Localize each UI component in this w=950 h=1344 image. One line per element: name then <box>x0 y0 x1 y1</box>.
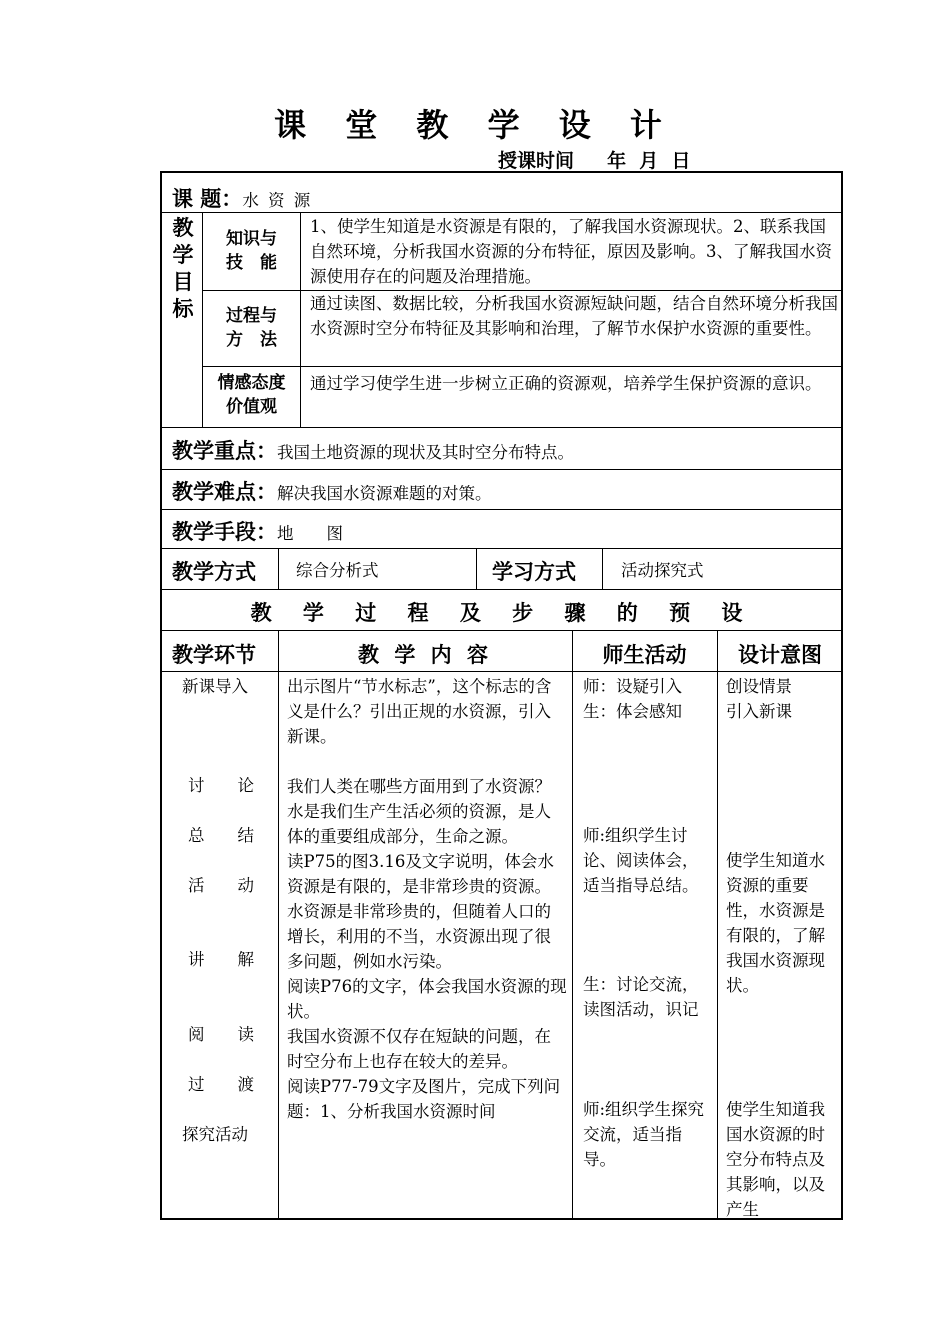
stage-activity: 活 动 <box>188 876 254 895</box>
content-paragraph: 出示图片“节水标志”，这个标志的含义是什么？引出正规的水资源，引入新课。 <box>287 677 552 746</box>
content-paragraph: 水资源是非常珍贵的，但随着人口的增长，利用的不当，水资源出现了很多问题，例如水污染。 <box>287 902 551 971</box>
topic-label: 课 题： <box>172 187 243 211</box>
lesson-plan-table <box>160 171 843 1220</box>
content-paragraph: 我国水资源不仅存在短缺的问题，在时空分布上也存在较大的差异。 <box>287 1027 551 1071</box>
col-activity-header: 师生活动 <box>602 643 687 667</box>
study-label: 学习方式 <box>492 560 576 584</box>
col-content-header: 教 学 内 容 <box>358 643 492 667</box>
objectives-label: 教 学 目 标 <box>172 216 194 321</box>
stage-explain: 讲 解 <box>188 950 254 969</box>
activity-3: 生：讨论交流，读图活动，识记 <box>583 975 699 1019</box>
stage-new-lesson: 新课导入 <box>182 677 248 696</box>
content-paragraph: 水是我们生产生活必须的资源，是人体的重要组成部分，生命之源。 <box>287 802 551 846</box>
stage-discussion: 讨 论 <box>188 776 254 795</box>
activity-2: 师:组织学生讨论、阅读体会，适当指导总结。 <box>583 826 699 895</box>
process-title: 教 学 过 程 及 步 骤 的 预 设 <box>250 601 755 625</box>
intent-2: 使学生知道水资源的重要性，水资源是有限的，了解我国水资源现状。 <box>726 851 825 995</box>
col-stage-header: 教学环节 <box>172 643 256 667</box>
stage-summary: 总 结 <box>188 826 254 845</box>
topic-value: 水 资 源 <box>242 191 313 210</box>
method-value: 综合分析式 <box>296 561 379 580</box>
means-label: 教学手段： <box>172 520 277 544</box>
stage-transition: 过 渡 <box>188 1075 254 1094</box>
key-point-value: 我国土地资源的现状及其时空分布特点。 <box>277 443 574 462</box>
knowledge-label: 知识与 技 能 <box>226 229 277 273</box>
intent-3: 使学生知道我国水资源的时空分布特点及其影响，以及产生 <box>726 1100 825 1219</box>
page-title: 课 堂 教 学 设 计 <box>274 106 676 144</box>
difficulty-label: 教学难点： <box>172 480 277 504</box>
content-paragraph: 阅读P76的文字，体会我国水资源的现状。 <box>287 977 567 1021</box>
means-value: 地 图 <box>277 524 343 543</box>
key-point-label: 教学重点： <box>172 439 277 463</box>
knowledge-text: 1、使学生知道是水资源是有限的，了解我国水资源现状。2、联系我国自然环境，分析我国水资源的分布特征，原因及影响。3、了解我国水资源使用存在的问题及治理措施。 <box>310 217 832 286</box>
activity-1: 师：设疑引入 生：体会感知 <box>583 677 682 721</box>
intent-1: 创设情景 引入新课 <box>726 677 792 721</box>
content-column <box>287 674 567 1124</box>
method-label: 教学方式 <box>172 560 256 584</box>
study-value: 活动探究式 <box>621 561 704 580</box>
process-method-text: 通过读图、数据比较，分析我国水资源短缺问题，结合自然环境分析我国水资源时空分布特征及其影响和治理，了解节水保护水资源的重要性。 <box>310 294 838 338</box>
process-method-label: 过程与 方 法 <box>226 306 277 350</box>
lesson-time: 授课时间 年 月 日 <box>498 150 691 172</box>
activity-4: 师:组织学生探究交流，适当指导。 <box>583 1100 705 1169</box>
attitude-label: 情感态度 价值观 <box>217 373 286 417</box>
topic-row <box>172 183 312 213</box>
difficulty-value: 解决我国水资源难题的对策。 <box>277 484 492 503</box>
col-intent-header: 设计意图 <box>738 643 822 667</box>
stage-read: 阅 读 <box>188 1025 254 1044</box>
stage-inquiry: 探究活动 <box>182 1125 248 1144</box>
attitude-text: 通过学习使学生进一步树立正确的资源观，培养学生保护资源的意识。 <box>310 374 822 393</box>
means-row <box>172 516 343 546</box>
content-paragraph: 读P75的图3.16及文字说明，体会水资源是有限的，是非常珍贵的资源。 <box>287 852 554 896</box>
content-paragraph: 阅读P77-79文字及图片，完成下列问题：1、分析我国水资源时间 <box>287 1077 561 1121</box>
key-point-row <box>172 435 574 465</box>
content-paragraph: 我们人类在哪些方面用到了水资源？ <box>287 777 551 796</box>
difficulty-row <box>172 476 492 506</box>
